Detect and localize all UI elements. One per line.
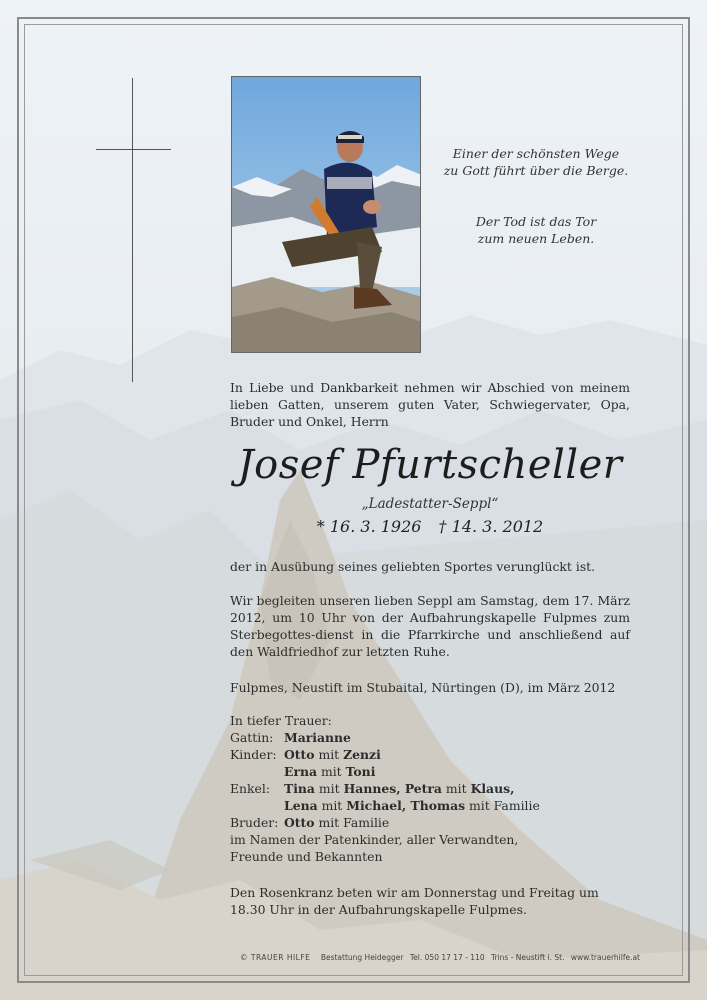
mourner-name: Otto — [284, 747, 315, 762]
connector-text: mit Familie — [469, 798, 540, 813]
connector-text: mit — [320, 764, 342, 779]
footer-url[interactable]: www.trauerhilfe.at — [570, 953, 640, 962]
mourner-name: Erna — [284, 764, 318, 779]
mourner-name: Tina — [284, 781, 315, 796]
quote-line: zum neuen Leben. — [477, 231, 595, 246]
mourner-row — [230, 729, 630, 746]
footer-brand: © TRAUER HILFE — [240, 953, 311, 962]
mourner-name: Toni — [345, 764, 376, 779]
quote-line: Einer der schönsten Wege — [452, 146, 620, 161]
mourner-name: Hannes, Petra — [343, 781, 442, 796]
quote-mountains — [436, 145, 636, 179]
quote-line: Der Tod ist das Tor — [475, 214, 597, 229]
life-dates — [230, 517, 630, 536]
mourner-row — [230, 797, 630, 814]
quote-death — [436, 213, 636, 247]
connector-text: mit — [318, 781, 340, 796]
mourners-list — [230, 712, 630, 865]
mourner-row — [230, 814, 630, 831]
mourner-label: Kinder: — [230, 747, 277, 762]
mourner-row — [230, 746, 630, 763]
place-date-text: Fulpmes, Neustift im Stubaital, Nürtingen (D), im März 2012 — [230, 680, 616, 695]
deceased-nickname: „Ladestatter-Seppl“ — [361, 496, 499, 512]
mourner-name: Otto — [284, 815, 315, 830]
footer — [240, 953, 660, 962]
mourner-label: Enkel: — [230, 781, 271, 796]
mourner-name: Zenzi — [343, 747, 381, 762]
footer-location: Trins - Neustift i. St. — [491, 953, 565, 962]
birth-date: * 16. 3. 1926 — [316, 517, 422, 536]
cross-icon — [132, 78, 133, 382]
deceased-name: Josef Pfurtscheller — [237, 442, 623, 488]
connector-text: mit — [318, 747, 340, 762]
cross-icon-bar — [96, 149, 171, 150]
rosary-text: Den Rosenkranz beten wir am Donnerstag und Freitag um 18.30 Uhr in der Aufbahrungskapelle Fulpmes. — [230, 885, 599, 917]
death-date: † 14. 3. 2012 — [438, 517, 544, 536]
footer-phone: Tel. 050 17 17 - 110 — [409, 953, 485, 962]
mourner-label: Bruder: — [230, 815, 279, 830]
mourner-row — [230, 780, 630, 797]
mourner-name: Lena — [284, 798, 318, 813]
cause-text: der in Ausübung seines geliebten Sportes verunglückt ist. — [230, 559, 596, 574]
footer-company: Bestattung Heidegger — [320, 953, 404, 962]
mourner-name: Marianne — [284, 730, 351, 745]
mourner-row — [230, 763, 630, 780]
mourners-heading: In tiefer Trauer: — [230, 713, 332, 728]
portrait-photo — [231, 76, 421, 353]
mourner-name: Michael, Thomas — [346, 798, 466, 813]
mourners-line: im Namen der Patenkinder, aller Verwandten, — [230, 832, 519, 847]
mourner-label: Gattin: — [230, 730, 274, 745]
quote-line: zu Gott führt über die Berge. — [443, 163, 629, 178]
connector-text: mit — [445, 781, 467, 796]
mourners-line: Freunde und Bekannten — [230, 849, 383, 864]
mourner-name: Klaus, — [470, 781, 515, 796]
connector-text: mit Familie — [318, 815, 390, 830]
intro-text: In Liebe und Dankbarkeit nehmen wir Abschied von meinem lieben Gatten, unserem guten Vater, Schwiegervater, Opa, Bruder und Onkel, Herrn — [230, 380, 630, 429]
connector-text: mit — [321, 798, 343, 813]
funeral-text: Wir begleiten unseren lieben Seppl am Samstag, dem 17. März 2012, um 10 Uhr von der Aufbahrungskapelle Fulpmes zum Sterbegottes-dienst in die Pfarrkirche und anschließend auf den Waldfriedhof zur letzten Ruhe. — [230, 593, 630, 659]
